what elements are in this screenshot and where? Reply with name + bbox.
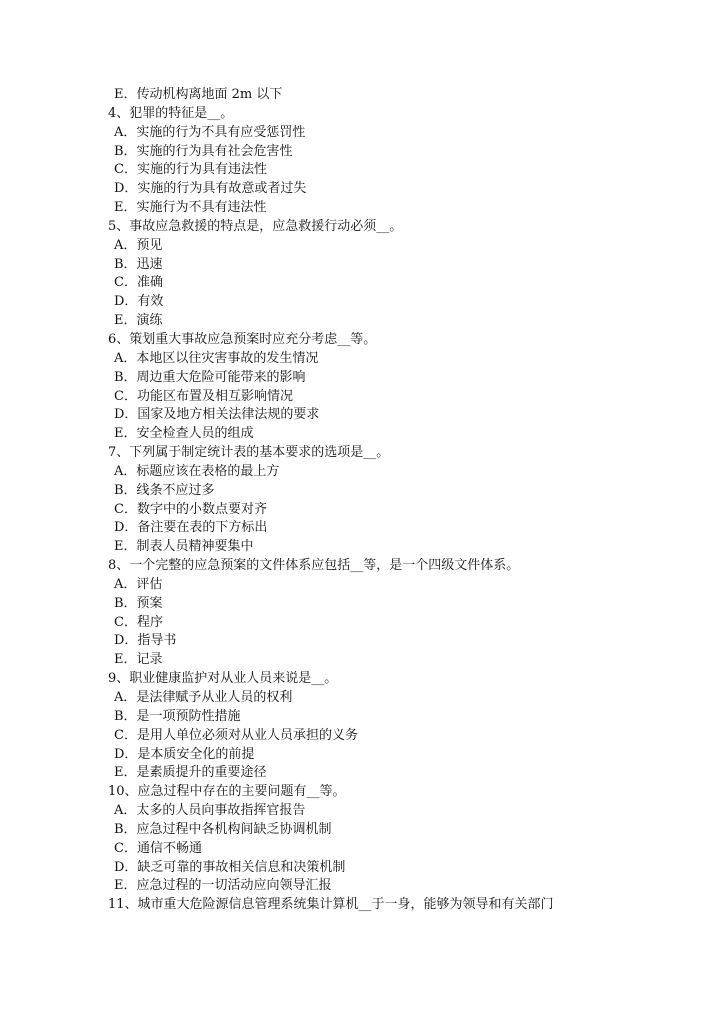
option-line: B．实施的行为具有社会危害性 bbox=[114, 143, 293, 159]
option-line: B．线条不应过多 bbox=[114, 482, 215, 498]
option-line: D．缺乏可靠的事故相关信息和决策机制 bbox=[114, 859, 346, 875]
option-line: B．周边重大危险可能带来的影响 bbox=[114, 369, 306, 385]
question-line: 6、策划重大事故应急预案时应充分考虑__等。 bbox=[108, 331, 377, 347]
question-line: 8、一个完整的应急预案的文件体系应包括__等，是一个四级文件体系。 bbox=[108, 558, 520, 574]
option-line: A．太多的人员向事故指挥官报告 bbox=[114, 803, 306, 819]
option-line: B．是一项预防性措施 bbox=[114, 708, 241, 724]
option-line: D．是本质安全化的前提 bbox=[114, 746, 255, 762]
document-body bbox=[108, 86, 668, 915]
option-line: D．国家及地方相关法律法规的要求 bbox=[114, 407, 320, 423]
option-line: D．实施的行为具有故意或者过失 bbox=[114, 181, 307, 197]
option-line: D．指导书 bbox=[114, 633, 177, 649]
option-line: E．传动机构离地面 2m 以下 bbox=[114, 87, 283, 102]
option-line: A．预见 bbox=[114, 237, 163, 253]
option-line: B．应急过程中各机构间缺乏协调机制 bbox=[114, 821, 332, 837]
option-line: C．程序 bbox=[114, 614, 163, 630]
option-line: A．本地区以往灾害事故的发生情况 bbox=[114, 350, 319, 366]
question-line: 4、犯罪的特征是__。 bbox=[108, 105, 234, 121]
option-line: C．通信不畅通 bbox=[114, 840, 202, 856]
option-line: E．应急过程的一切活动应向领导汇报 bbox=[114, 878, 332, 894]
question-line: 7、下列属于制定统计表的基本要求的选项是__。 bbox=[108, 445, 390, 461]
option-line: A．是法律赋予从业人员的权利 bbox=[114, 690, 293, 705]
option-line: E．实施行为不具有违法性 bbox=[114, 200, 267, 216]
option-line: D．备注要在表的下方标出 bbox=[114, 520, 268, 536]
question-line: 5、事故应急救援的特点是，应急救援行动必须__。 bbox=[108, 218, 403, 234]
option-line: C．是用人单位必须对从业人员承担的义务 bbox=[114, 727, 358, 743]
option-line: C．功能区布置及相互影响情况 bbox=[114, 388, 293, 404]
question-line: 9、职业健康监护对从业人员来说是__。 bbox=[108, 671, 338, 687]
option-line: C．数字中的小数点要对齐 bbox=[114, 501, 267, 517]
option-line: B．预案 bbox=[114, 595, 163, 611]
option-line: E．记录 bbox=[114, 652, 163, 668]
option-line: E．安全检查人员的组成 bbox=[114, 426, 254, 442]
question-line: 10、应急过程中存在的主要问题有__等。 bbox=[108, 784, 346, 800]
option-line: C．实施的行为具有违法性 bbox=[114, 162, 267, 178]
option-line: C．准确 bbox=[114, 275, 163, 291]
option-line: D．有效 bbox=[114, 294, 164, 310]
question-line: 11、城市重大危险源信息管理系统集计算机__于一身，能够为领导和有关部门 bbox=[108, 897, 554, 913]
option-line: E．是素质提升的重要途径 bbox=[114, 765, 267, 781]
option-line: E．演练 bbox=[114, 313, 163, 329]
option-line: E．制表人员精神要集中 bbox=[114, 539, 254, 555]
option-line: A．实施的行为不具有应受惩罚性 bbox=[114, 124, 306, 140]
option-line: A．标题应该在表格的最上方 bbox=[114, 463, 280, 479]
option-line: A．评估 bbox=[114, 576, 163, 592]
option-line: B．迅速 bbox=[114, 256, 163, 272]
